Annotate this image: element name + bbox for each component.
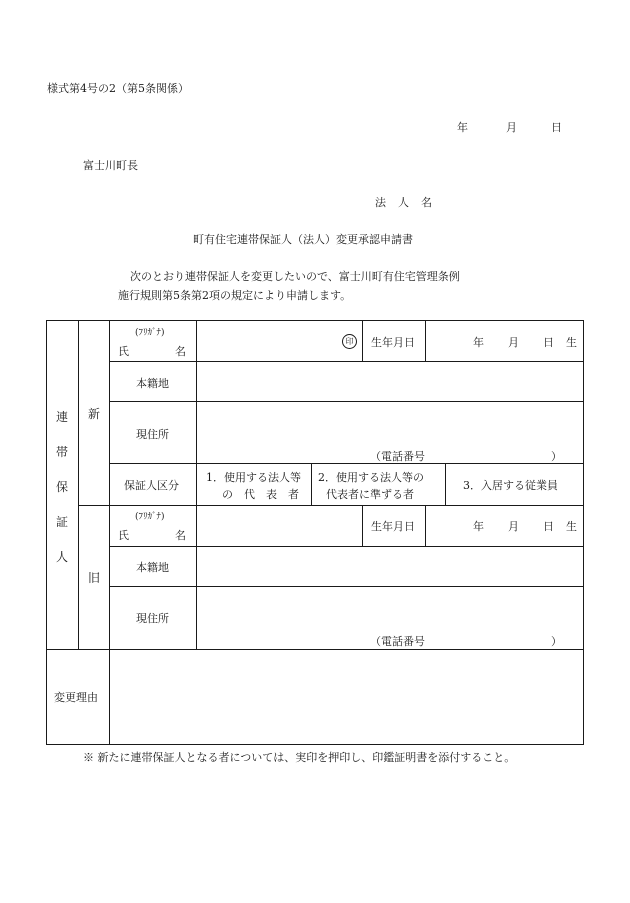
old-name-label-mei: 名 — [175, 529, 186, 542]
side-label-char-3: 保 — [55, 480, 68, 494]
new-phone-close: ） — [551, 450, 562, 463]
new-address-label: 現住所 — [136, 428, 169, 441]
old-address-label: 現住所 — [136, 612, 169, 625]
old-birthdate-label: 生年月日 — [371, 520, 415, 533]
option-2-line-2[interactable]: 代表者に準ずる者 — [326, 488, 414, 501]
new-furigana-label: (ﾌﾘｶﾞﾅ) — [135, 328, 165, 338]
old-birth-year: 年 — [473, 520, 484, 533]
option-3[interactable]: 3．入居する従業員 — [463, 479, 558, 492]
old-birth-day: 日 — [543, 520, 554, 533]
new-birth-year: 年 — [473, 336, 484, 349]
body-line-1: 次のとおり連帯保証人を変更したいので、富士川町有住宅管理条例 — [130, 270, 460, 283]
corporation-label-mei: 名 — [421, 196, 432, 209]
new-birth-month: 月 — [508, 336, 519, 349]
old-birth-sei: 生 — [566, 520, 577, 533]
seal-mark-icon: 印 — [342, 334, 357, 349]
option-1-line-1[interactable]: 1．使用する法人等 — [206, 471, 301, 484]
new-honseki-label: 本籍地 — [136, 377, 169, 390]
date-day: 日 — [551, 121, 562, 134]
new-birth-sei: 生 — [566, 336, 577, 349]
old-label: 旧 — [88, 571, 101, 585]
date-month: 月 — [506, 121, 517, 134]
new-birth-day: 日 — [543, 336, 554, 349]
new-birthdate-label: 生年月日 — [371, 336, 415, 349]
change-reason-label: 変更理由 — [54, 691, 98, 704]
form-number: 様式第4号の2（第5条関係） — [47, 82, 189, 95]
old-furigana-label: (ﾌﾘｶﾞﾅ) — [135, 512, 165, 522]
old-phone-close: ） — [551, 635, 562, 648]
new-phone-open: （電話番号 — [370, 450, 425, 463]
corporation-label-jin: 人 — [398, 196, 409, 209]
old-phone-open: （電話番号 — [370, 635, 425, 648]
new-name-label-shi: 氏 — [118, 345, 129, 358]
old-name-label-shi: 氏 — [118, 529, 129, 542]
option-2-line-1[interactable]: 2．使用する法人等の — [318, 471, 424, 484]
new-label: 新 — [88, 407, 101, 421]
addressee: 富士川町長 — [83, 159, 138, 172]
corporation-label-ho: 法 — [375, 196, 386, 209]
side-label-char-4: 証 — [55, 515, 68, 529]
side-label-char-5: 人 — [55, 550, 68, 564]
footnote: ※ 新たに連帯保証人となる者については、実印を押印し、印鑑証明書を添付すること。 — [83, 751, 516, 764]
side-label-char-2: 帯 — [55, 445, 68, 459]
guarantor-type-label: 保証人区分 — [124, 479, 179, 492]
date-year: 年 — [457, 121, 468, 134]
document-title: 町有住宅連帯保証人（法人）変更承認申請書 — [193, 233, 413, 246]
old-birth-month: 月 — [508, 520, 519, 533]
body-line-2: 施行規則第5条第2項の規定により申請します。 — [118, 289, 352, 302]
old-honseki-label: 本籍地 — [136, 561, 169, 574]
new-name-label-mei: 名 — [175, 345, 186, 358]
option-1-line-2[interactable]: の 代 表 者 — [222, 488, 299, 501]
side-label-char-1: 連 — [55, 410, 68, 424]
